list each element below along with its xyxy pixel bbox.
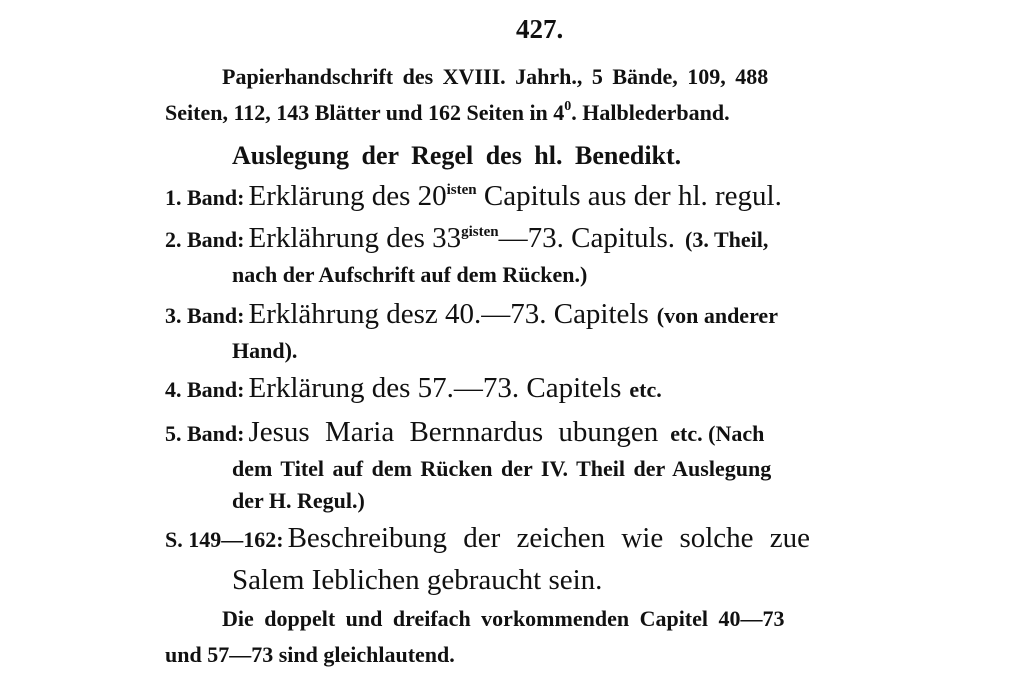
entry-band-5-continuation-2: der H. Regul.) xyxy=(232,488,365,513)
page-number: 427. xyxy=(516,14,564,44)
degree-sign: 0 xyxy=(564,99,572,114)
entry-band-2 xyxy=(165,222,768,255)
entry-label: 4. Band: xyxy=(165,377,245,402)
footnote-line-1: Die doppelt und dreifach vorkommenden Capitel 40—73 xyxy=(222,606,785,631)
entry-band-2-continuation: nach der Aufschrift auf dem Rücken.) xyxy=(232,262,588,287)
description-binding: . Halblederband. xyxy=(571,100,730,125)
description-line-1: Papierhandschrift des XVIII. Jahrh., 5 Bände, 109, 488 xyxy=(222,64,769,89)
entry-note: etc. xyxy=(629,377,662,402)
footnote-line-2: und 57—73 sind gleichlautend. xyxy=(165,642,455,667)
entry-text: Beschreibung der zeichen wie solche zue xyxy=(287,522,811,554)
entry-pages-continuation: Salem Ieblichen gebraucht sein. xyxy=(232,564,603,596)
entry-note: (von anderer xyxy=(656,303,778,328)
entry-label: 1. Band: xyxy=(165,185,245,210)
entry-band-5 xyxy=(165,416,764,449)
entry-text: Erklährung desz 40.—73. Capitels xyxy=(248,298,649,330)
entry-note: etc. (Nach xyxy=(670,421,765,446)
entry-note: (3. Theil, xyxy=(685,227,769,252)
description-line-2 xyxy=(165,99,730,126)
section-title: Auslegung der Regel des hl. Benedikt. xyxy=(232,141,682,170)
entry-label: 2. Band: xyxy=(165,227,245,252)
entry-band-4 xyxy=(165,372,662,405)
entry-text-rest: —73. Capituls. xyxy=(498,222,676,254)
entry-label: S. 149—162: xyxy=(165,527,284,552)
entry-band-1 xyxy=(165,180,782,213)
entry-text: Jesus Maria Bernnardus ubungen xyxy=(248,416,659,448)
entry-band-3-continuation: Hand). xyxy=(232,338,298,363)
entry-text-rest: Capituls aus der hl. regul. xyxy=(476,180,782,212)
entry-superscript: isten xyxy=(446,182,477,198)
entry-label: 3. Band: xyxy=(165,303,245,328)
description-text: Seiten, 112, 143 Blätter und 162 Seiten in 4 xyxy=(165,100,565,125)
entry-text: Erklährung des 33 xyxy=(248,222,462,254)
entry-band-5-continuation-1: dem Titel auf dem Rücken der IV. Theil der Auslegung xyxy=(232,456,772,481)
entry-label: 5. Band: xyxy=(165,421,245,446)
entry-text: Erklärung des 20 xyxy=(248,180,447,212)
entry-text: Erklärung des 57.—73. Capitels xyxy=(248,372,622,404)
entry-pages-149-162 xyxy=(165,522,810,555)
entry-superscript: gisten xyxy=(461,224,499,240)
entry-band-3 xyxy=(165,298,778,331)
